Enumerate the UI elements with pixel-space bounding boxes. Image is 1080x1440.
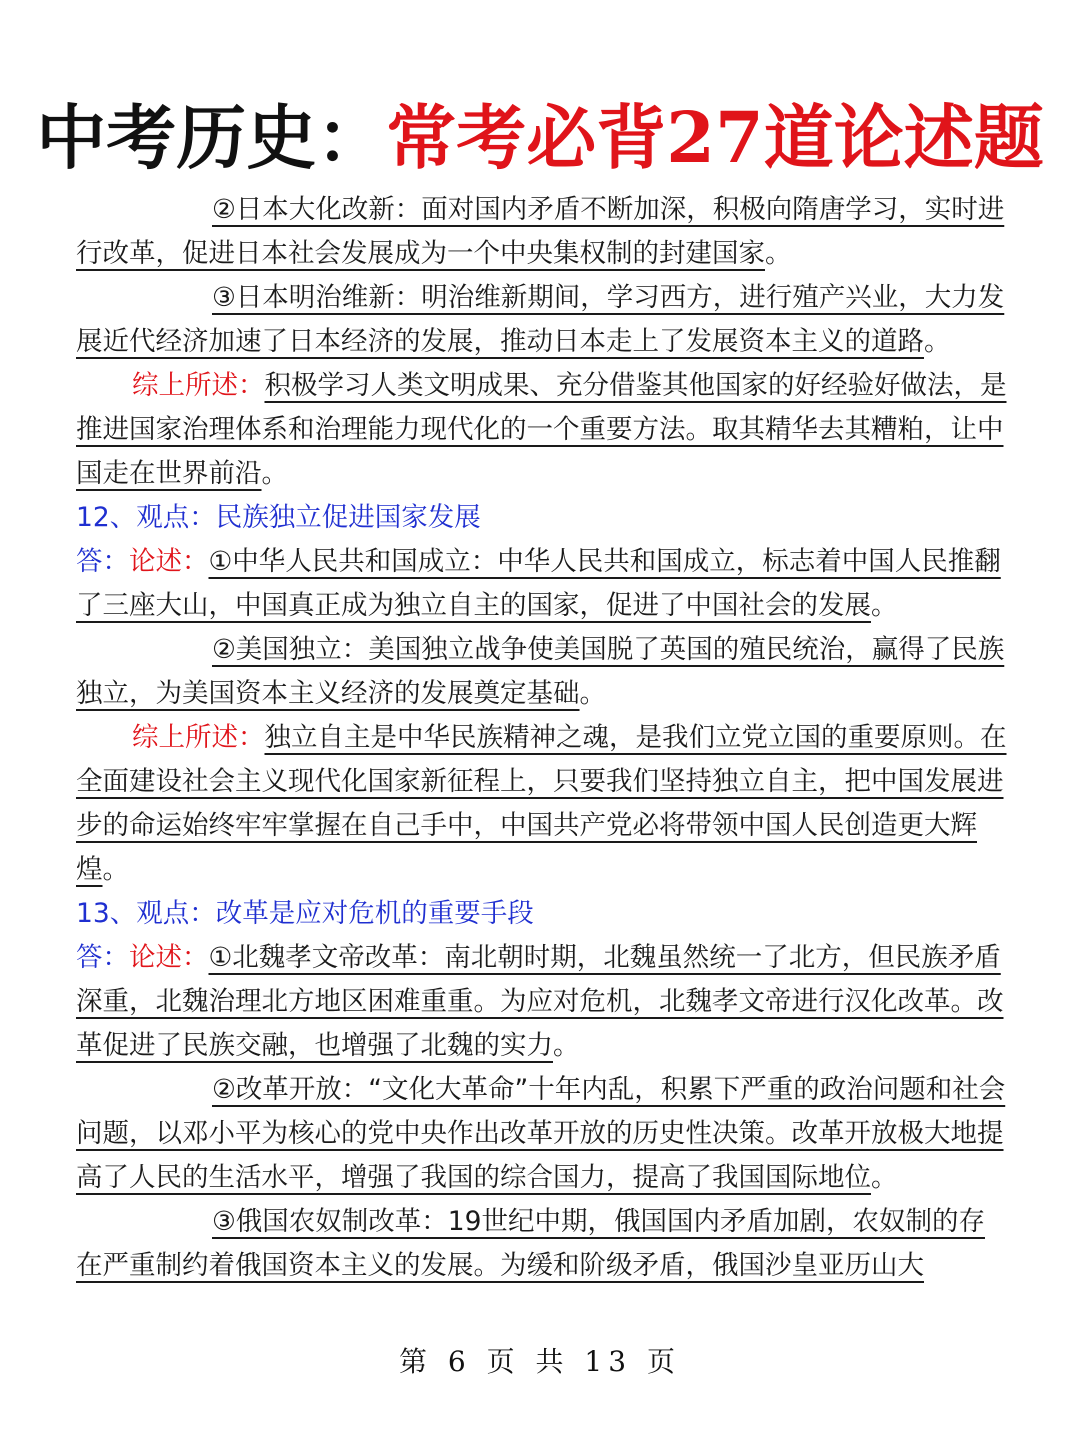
summary-label: 综上所述： (132, 722, 265, 753)
period: 。 (924, 326, 951, 357)
period: 。 (261, 458, 288, 489)
question-heading-13: 13、观点：改革是应对危机的重要手段 (76, 898, 534, 929)
period: 。 (553, 1030, 580, 1061)
period: 。 (765, 238, 792, 269)
answer-label: 答： (76, 546, 129, 577)
title-prefix: 中考历史： (36, 96, 387, 179)
paragraph-text: ②日本大化改新：面对国内矛盾不断加深，积极向隋唐学习，实时进行改革，促进日本社会发展成为一个中央集权制的封建国家 (76, 194, 1005, 269)
period: 。 (579, 678, 606, 709)
summary-text: 积极学习人类文明成果、充分借鉴其他国家的好经验好做法，是推进国家治理体系和治理能力现代化的一个重要方法。取其精华去其糟粕，让中国走在世界前沿 (76, 370, 1007, 489)
paragraph (76, 1068, 1008, 1200)
answer-paragraph (76, 540, 1008, 628)
paragraph (76, 276, 1008, 364)
paragraph (76, 188, 1008, 276)
summary-paragraph (76, 716, 1008, 892)
summary-paragraph (76, 364, 1008, 496)
answer-text: ①中华人民共和国成立：中华人民共和国成立，标志着中国人民推翻了三座大山，中国真正成为独立自主的国家，促进了中国社会的发展 (76, 546, 1001, 621)
page-title (0, 88, 1080, 188)
paragraph-text: ②美国独立：美国独立战争使美国脱了英国的殖民统治，赢得了民族独立，为美国资本主义经济的发展奠定基础 (76, 634, 1005, 709)
summary-label: 综上所述： (132, 370, 265, 401)
period: 。 (871, 1162, 898, 1193)
summary-text: 独立自主是中华民族精神之魂，是我们立党立国的重要原则。在全面建设社会主义现代化国家新征程上，只要我们坚持独立自主，把中国发展进步的命运始终牢牢掌握在自己手中，中国共产党必将带领中国人民创造更大辉煌 (76, 722, 1007, 885)
answer-label: 答： (76, 942, 129, 973)
paragraph-text: ②改革开放：“文化大革命”十年内乱，积累下严重的政治问题和社会问题，以邓小平为核心的党中央作出改革开放的历史性决策。改革开放极大地提高了人民的生活水平，增强了我国的综合国力，提高了我国国际地位 (76, 1074, 1006, 1193)
title-highlight: 常考必背27道论述题 (386, 96, 1044, 179)
page-number: 第 6 页 共 13 页 (399, 1345, 681, 1378)
paragraph-text: ③日本明治维新：明治维新期间，学习西方，进行殖产兴业，大力发展近代经济加速了日本经济的发展，推动日本走上了发展资本主义的道路 (76, 282, 1005, 357)
paragraph (76, 628, 1008, 716)
period: 。 (102, 854, 129, 885)
discussion-label: 论述： (129, 942, 209, 973)
paragraph-text: ③俄国农奴制改革：19世纪中期，俄国国内矛盾加剧，农奴制的存在严重制约着俄国资本主义的发展。为缓和阶级矛盾，俄国沙皇亚历山大 (76, 1206, 985, 1281)
question-heading-12: 12、观点：民族独立促进国家发展 (76, 502, 481, 533)
discussion-label: 论述： (129, 546, 209, 577)
paragraph (76, 1200, 1008, 1288)
document-body (76, 188, 1008, 1288)
answer-paragraph (76, 936, 1008, 1068)
period: 。 (871, 590, 898, 621)
answer-text: ①北魏孝文帝改革：南北朝时期，北魏虽然统一了北方，但民族矛盾深重，北魏治理北方地区困难重重。为应对危机，北魏孝文帝进行汉化改革。改革促进了民族交融，也增强了北魏的实力 (76, 942, 1004, 1061)
